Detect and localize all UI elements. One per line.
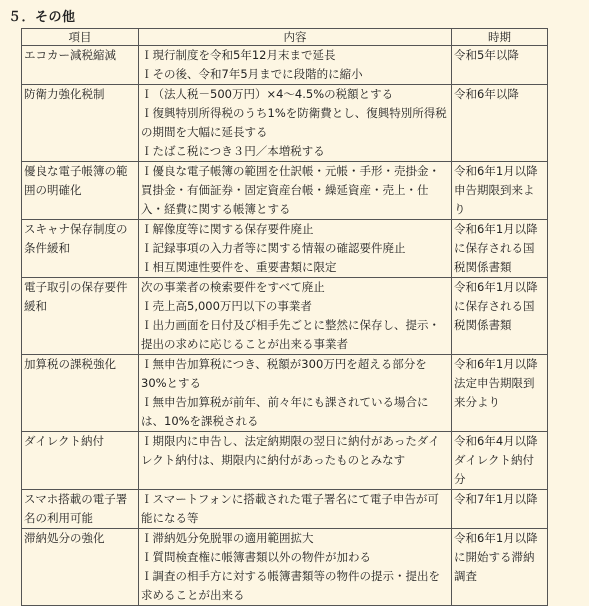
content-line: Ｉ無申告加算税が前年、前々年にも課されている場合には、10%を課税される bbox=[141, 395, 429, 428]
row-period: 令和6年4月以降ダイレクト納付分 bbox=[452, 432, 548, 490]
content-line: Ｉ優良な電子帳簿の範囲を仕訳帳・元帳・手形・売掛金・買掛金・有価証券・固定資産台帳・繰延資産・売上・仕入・経費に関する帳簿とする bbox=[141, 164, 440, 216]
content-line: Ｉ質問検査権に帳簿書類以外の物件が加わる bbox=[141, 550, 371, 564]
row-period: 令和5年以降 bbox=[452, 46, 548, 85]
table-header-row bbox=[22, 29, 548, 46]
table-row bbox=[22, 490, 548, 529]
content-line: Ｉ解像度等に関する保存要件廃止 bbox=[141, 222, 314, 236]
content-line: Ｉ復興特別所得税のうち1%を防衛費とし、復興特別所得税の期間を大幅に延長する bbox=[141, 106, 447, 139]
header-item: 項目 bbox=[22, 29, 139, 46]
table-row bbox=[22, 278, 548, 355]
row-item: 電子取引の保存要件緩和 bbox=[22, 278, 139, 355]
table-row bbox=[22, 85, 548, 162]
row-content bbox=[139, 85, 452, 162]
table-row bbox=[22, 46, 548, 85]
table-row bbox=[22, 162, 548, 220]
content-line: Ｉ無申告加算税につき、税額が300万円を超える部分を30%とする bbox=[141, 357, 427, 390]
row-content bbox=[139, 355, 452, 432]
row-content bbox=[139, 432, 452, 490]
row-item: エコカー減税縮減 bbox=[22, 46, 139, 85]
row-content bbox=[139, 529, 452, 606]
table-row bbox=[22, 529, 548, 606]
table-row bbox=[22, 355, 548, 432]
header-content: 内容 bbox=[139, 29, 452, 46]
content-line: Ｉ調査の相手方に対する帳簿書類等の物件の提示・提出を求めることが出来る bbox=[141, 569, 440, 602]
row-period: 令和6年1月以降に開始する滞納調査 bbox=[452, 529, 548, 606]
content-line: Ｉ現行制度を令和5年12月末まで延長 bbox=[141, 48, 336, 62]
row-period: 令和6年1月以降に保存される国税関係書類 bbox=[452, 220, 548, 278]
tax-reform-table bbox=[21, 28, 548, 606]
content-line: Ｉその後、令和7年5月までに段階的に縮小 bbox=[141, 67, 363, 81]
content-line: 次の事業者の検索要件をすべて廃止 bbox=[141, 280, 325, 294]
row-content bbox=[139, 278, 452, 355]
row-item: 滞納処分の強化 bbox=[22, 529, 139, 606]
header-period: 時期 bbox=[452, 29, 548, 46]
row-item: 加算税の課税強化 bbox=[22, 355, 139, 432]
row-content bbox=[139, 46, 452, 85]
row-content bbox=[139, 490, 452, 529]
table-row bbox=[22, 432, 548, 490]
content-line: Ｉ出力画面を日付及び相手先ごとに整然に保存し、提示・提出の求めに応じることが出来る事業者 bbox=[141, 318, 440, 351]
row-item: 優良な電子帳簿の範囲の明確化 bbox=[22, 162, 139, 220]
row-period: 令和6年以降 bbox=[452, 85, 548, 162]
content-line: Ｉ記録事項の入力者等に関する情報の確認要件廃止 bbox=[141, 241, 406, 255]
row-content bbox=[139, 162, 452, 220]
row-item: 防衛力強化税制 bbox=[22, 85, 139, 162]
content-line: Ｉ期限内に申告し、法定納期限の翌日に納付があったダイレクト納付は、期限内に納付があったものとみなす bbox=[141, 434, 440, 467]
row-item: ダイレクト納付 bbox=[22, 432, 139, 490]
table-row bbox=[22, 220, 548, 278]
row-item: スマホ搭載の電子署名の利用可能 bbox=[22, 490, 139, 529]
row-period: 令和6年1月以降に保存される国税関係書類 bbox=[452, 278, 548, 355]
row-content bbox=[139, 220, 452, 278]
content-line: Ｉスマートフォンに搭載された電子署名にて電子申告が可能になる等 bbox=[141, 492, 439, 525]
section-title: ５．その他 bbox=[8, 10, 76, 25]
content-line: Ｉ相互関連性要件を、重要書類に限定 bbox=[141, 260, 337, 274]
row-period: 令和7年1月以降 bbox=[452, 490, 548, 529]
row-period: 令和6年1月以降法定申告期限到来分より bbox=[452, 355, 548, 432]
content-line: Ｉ売上高5,000万円以下の事業者 bbox=[141, 299, 312, 313]
row-period: 令和6年1月以降申告期限到来より bbox=[452, 162, 548, 220]
row-item: スキャナ保存制度の条件緩和 bbox=[22, 220, 139, 278]
content-line: Ｉ（法人税－500万円）×4～4.5%の税額とする bbox=[141, 87, 394, 101]
content-line: Ｉ滞納処分免脱罪の適用範囲拡大 bbox=[141, 531, 314, 545]
content-line: Ｉたばこ税につき３円／本増税する bbox=[141, 144, 325, 158]
